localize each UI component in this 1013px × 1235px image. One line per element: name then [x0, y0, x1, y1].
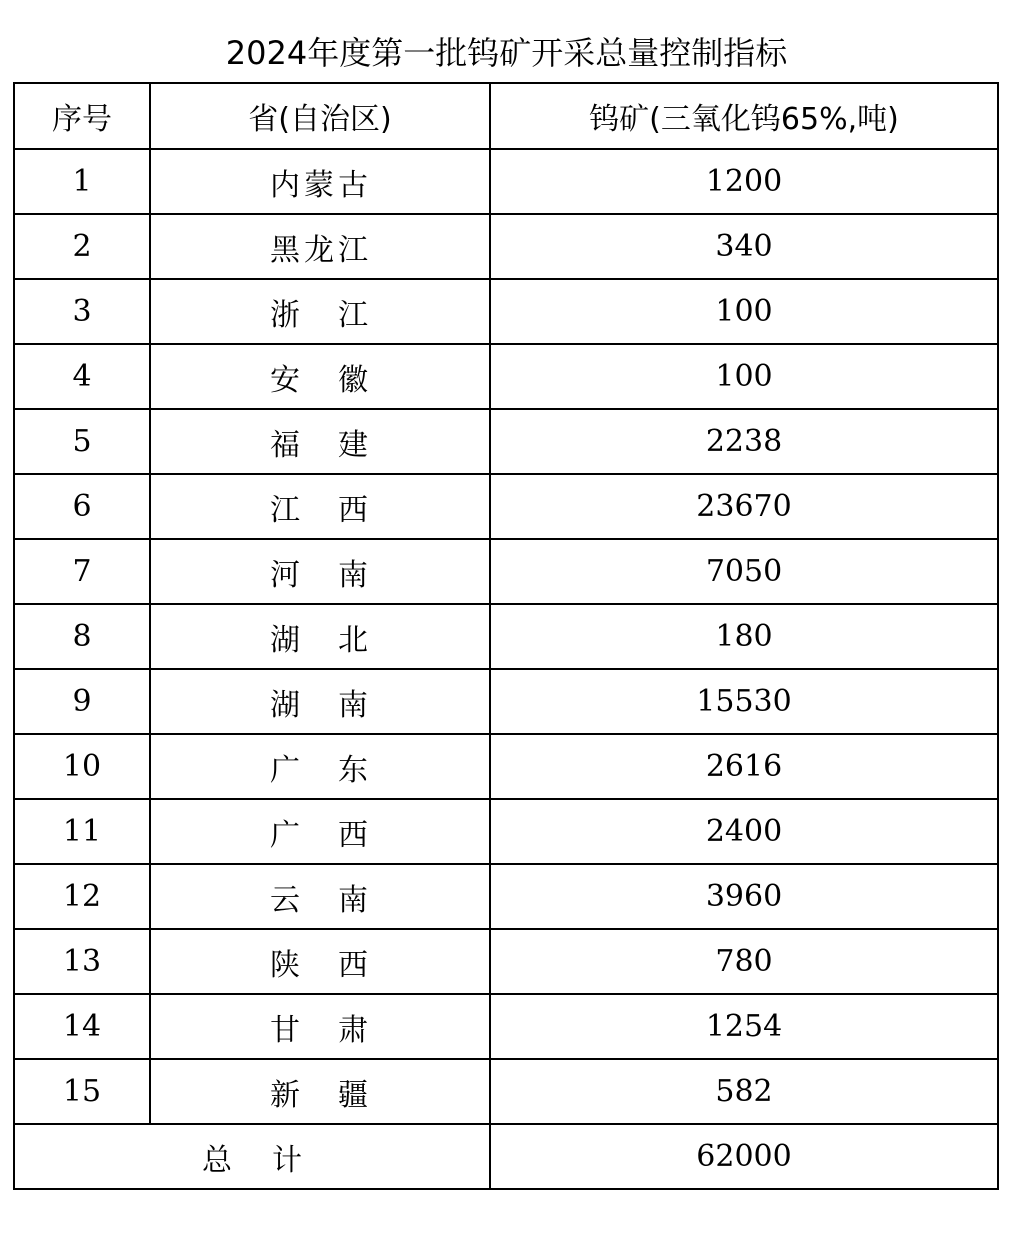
row-serial-number: 4 — [14, 344, 150, 409]
table-row — [14, 279, 998, 344]
document-title: 2024年度第一批钨矿开采总量控制指标 — [225, 34, 788, 72]
row-province-cell — [150, 409, 490, 474]
row-amount: 3960 — [490, 864, 998, 929]
row-province: 浙江 — [270, 297, 370, 333]
row-amount: 780 — [490, 929, 998, 994]
table-row — [14, 604, 998, 669]
row-amount: 340 — [490, 214, 998, 279]
row-amount: 15530 — [490, 669, 998, 734]
row-serial-number: 8 — [14, 604, 150, 669]
quota-table — [13, 82, 999, 1190]
row-province-cell — [150, 149, 490, 214]
table-row — [14, 864, 998, 929]
table-row — [14, 1059, 998, 1124]
row-province-cell — [150, 474, 490, 539]
table-body — [14, 149, 998, 1124]
header-serial-number: 序号 — [14, 83, 150, 149]
table-row — [14, 149, 998, 214]
row-serial-number: 10 — [14, 734, 150, 799]
row-serial-number: 14 — [14, 994, 150, 1059]
row-province-cell — [150, 344, 490, 409]
header-tungsten-amount: 钨矿(三氧化钨65%,吨) — [490, 83, 998, 149]
row-province-cell — [150, 734, 490, 799]
row-amount: 180 — [490, 604, 998, 669]
row-amount: 100 — [490, 344, 998, 409]
row-serial-number: 12 — [14, 864, 150, 929]
row-province: 云南 — [270, 882, 370, 918]
row-serial-number: 11 — [14, 799, 150, 864]
row-amount: 23670 — [490, 474, 998, 539]
row-amount: 1254 — [490, 994, 998, 1059]
header-row — [14, 83, 998, 149]
table-row — [14, 409, 998, 474]
row-amount: 100 — [490, 279, 998, 344]
row-amount: 2238 — [490, 409, 998, 474]
row-province: 河南 — [270, 557, 370, 593]
row-province-cell — [150, 669, 490, 734]
row-province: 江西 — [270, 492, 370, 528]
total-row — [14, 1124, 998, 1189]
header-province: 省(自治区) — [150, 83, 490, 149]
total-amount: 62000 — [490, 1124, 998, 1189]
row-serial-number: 15 — [14, 1059, 150, 1124]
row-serial-number: 7 — [14, 539, 150, 604]
row-province-cell — [150, 279, 490, 344]
table-row — [14, 734, 998, 799]
table-row — [14, 669, 998, 734]
table-row — [14, 214, 998, 279]
row-serial-number: 13 — [14, 929, 150, 994]
row-province-cell — [150, 994, 490, 1059]
row-amount: 2616 — [490, 734, 998, 799]
row-serial-number: 6 — [14, 474, 150, 539]
row-province: 甘肃 — [270, 1012, 370, 1048]
row-serial-number: 9 — [14, 669, 150, 734]
table-row — [14, 799, 998, 864]
table-row — [14, 929, 998, 994]
row-province: 黑龙江 — [270, 232, 370, 268]
row-province: 陕西 — [270, 947, 370, 983]
row-amount: 2400 — [490, 799, 998, 864]
table-row — [14, 474, 998, 539]
row-province: 内蒙古 — [270, 167, 370, 203]
row-province: 湖北 — [270, 622, 370, 658]
table-row — [14, 994, 998, 1059]
row-province: 湖南 — [270, 687, 370, 723]
table-row — [14, 539, 998, 604]
row-amount: 582 — [490, 1059, 998, 1124]
row-serial-number: 5 — [14, 409, 150, 474]
row-province: 广东 — [270, 752, 370, 788]
row-province-cell — [150, 539, 490, 604]
row-province-cell — [150, 214, 490, 279]
row-serial-number: 3 — [14, 279, 150, 344]
row-province-cell — [150, 864, 490, 929]
row-province-cell — [150, 1059, 490, 1124]
row-serial-number: 2 — [14, 214, 150, 279]
row-province: 福建 — [270, 427, 370, 463]
row-province-cell — [150, 604, 490, 669]
row-serial-number: 1 — [14, 149, 150, 214]
row-province: 新疆 — [270, 1077, 370, 1113]
row-province-cell — [150, 799, 490, 864]
row-amount: 1200 — [490, 149, 998, 214]
row-province: 广西 — [270, 817, 370, 853]
total-label: 总计 — [202, 1142, 302, 1178]
row-province-cell — [150, 929, 490, 994]
table-row — [14, 344, 998, 409]
row-province: 安徽 — [270, 362, 370, 398]
row-amount: 7050 — [490, 539, 998, 604]
total-label-cell — [14, 1124, 490, 1189]
